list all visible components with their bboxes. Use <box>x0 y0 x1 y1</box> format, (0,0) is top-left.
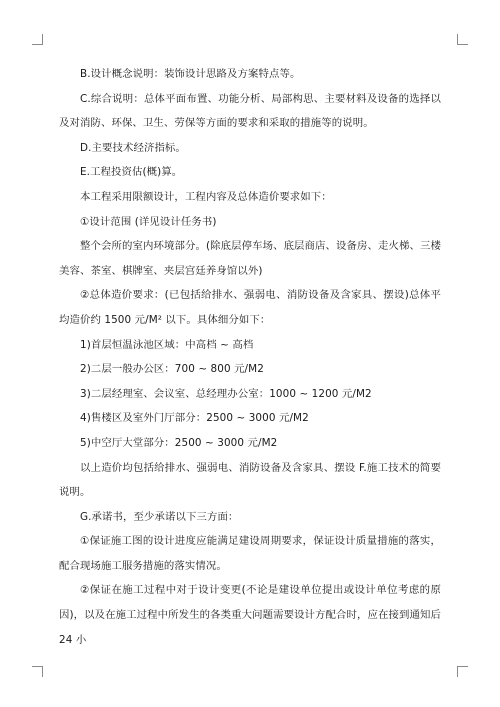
crop-mark-top-right <box>457 34 468 45</box>
paragraph-total-cost: ②总体造价要求：(已包括给排水、强弱电、消防设备及含家具、摆设)总体平均造价约 1500 元/M² 以下。具体细分如下： <box>59 289 441 326</box>
paragraph-commitment-title: G.承诺书，至少承诺以下三方面： <box>80 510 239 523</box>
paragraph-cost-estimate: E.工程投资估(概)算。 <box>80 166 183 179</box>
crop-mark-bottom-right <box>457 666 468 677</box>
document-body <box>59 62 441 652</box>
paragraph-technical-indicators: D.主要技术经济指标。 <box>80 141 186 154</box>
paragraph-commitment-1: ①保证施工图的设计进度应能满足建设周期要求，保证设计质量措施的落实，配合现场施工服务措施的落实情况。 <box>59 535 441 572</box>
paragraph-limit-design-intro: 本工程采用限额设计，工程内容及总体造价要求如下： <box>80 190 332 203</box>
list-item-atrium-lobby: 5)中空厅大堂部分：2500 ~ 3000 元/M2 <box>80 436 278 449</box>
crop-mark-bottom-left <box>32 666 43 677</box>
crop-mark-top-left <box>32 34 43 45</box>
paragraph-design-scope: ①设计范围 (详见设计任务书) <box>80 215 217 228</box>
list-item-office-area: 2)二层一般办公区：700 ~ 800 元/M2 <box>80 363 264 376</box>
paragraph-scope-detail: 整个会所的室内环境部分。(除底层停车场、底层商店、设备房、走火梯、三楼美容、茶室、棋牌室、夹层宫廷养身馆以外) <box>59 240 441 277</box>
list-item-sales-area: 4)售楼区及室外门厅部分：2500 ~ 3000 元/M2 <box>80 412 309 425</box>
list-item-manager-rooms: 3)二层经理室、会议室、总经理办公室：1000 ~ 1200 元/M2 <box>80 387 372 400</box>
paragraph-design-concept: B.设计概念说明：装饰设计思路及方案特点等。 <box>80 68 301 80</box>
list-item-pool-area: 1)首层恒温泳池区域：中高档 ~ 高档 <box>80 338 254 351</box>
paragraph-general-description: C.综合说明：总体平面布置、功能分析、局部构思、主要材料及设备的选择以及对消防、环保、卫生、劳保等方面的要求和采取的措施等的说明。 <box>59 92 441 130</box>
paragraph-commitment-2: ②保证在施工过程中对于设计变更(不论是建设单位提出或设计单位考虑的原因)，以及在施工过程中所发生的各类重大问题需要设计方配合时，应在接到通知后 24 小 <box>59 584 441 646</box>
paragraph-cost-includes: 以上造价均包括给排水、强弱电、消防设备及含家具、摆设 F.施工技术的简要说明。 <box>59 461 441 499</box>
